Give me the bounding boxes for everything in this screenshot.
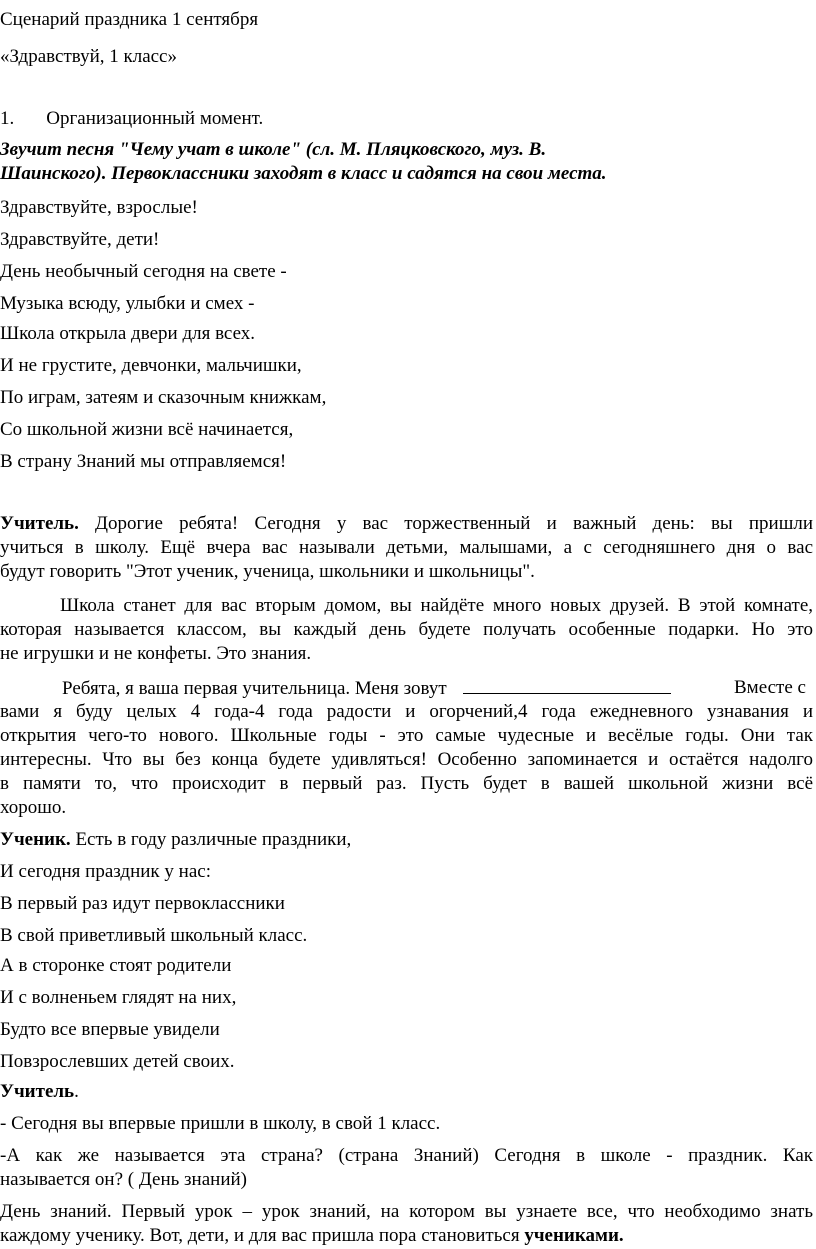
- student-line: [0, 828, 351, 852]
- poem-line: В первый раз идут первоклассники: [0, 893, 285, 914]
- poem-line: И сегодня праздник у нас:: [0, 861, 211, 882]
- paragraph-line: называется он? ( День знаний): [0, 1169, 247, 1190]
- paragraph-line: интересны. Что вы без конца будете удивляться! Особенно запоминается и остаётся надолго: [0, 749, 813, 770]
- paragraph-line: не игрушки и не конфеты. Это знания.: [0, 643, 312, 664]
- speaker-teacher: Учитель: [0, 1081, 75, 1102]
- name-blank: [463, 676, 671, 694]
- paragraph-text: Вместе с: [734, 677, 806, 698]
- speaker-teacher: Учитель.: [0, 513, 79, 534]
- speaker-student: Ученик.: [0, 829, 71, 850]
- paragraph-line: будут говорить "Этот ученик, ученица, школьники и школьницы".: [0, 561, 535, 582]
- paragraph-line: - Сегодня вы впервые пришли в школу, в свой 1 класс.: [0, 1113, 441, 1134]
- poem-line: Здравствуйте, взрослые!: [0, 197, 198, 218]
- paragraph-line: хорошо.: [0, 797, 67, 818]
- bold-word: учениками.: [524, 1225, 624, 1246]
- section-heading: [0, 107, 263, 131]
- paragraph-line: [0, 1224, 624, 1248]
- document-title: Сценарий праздника 1 сентября: [0, 9, 259, 30]
- teacher-paragraph-line: [0, 512, 813, 536]
- poem-line: А в сторонке стоят родители: [0, 955, 232, 976]
- poem-line: Повзрослевших детей своих.: [0, 1051, 235, 1072]
- poem-text: Есть в году различные праздники,: [75, 829, 352, 850]
- paragraph-line: которая называется классом, вы каждый день будете получать особенные подарки. Но это: [0, 619, 813, 640]
- paragraph-line: в памяти то, что происходит в первый раз. Пусть будет в вашей школьной жизни всё: [0, 773, 813, 794]
- poem-line: Музыка всюду, улыбки и смех -: [0, 293, 255, 314]
- paragraph-text: Дорогие ребята! Сегодня у вас торжественный и важный день: вы пришли: [95, 513, 814, 534]
- poem-line: В страну Знаний мы отправляемся!: [0, 451, 287, 472]
- poem-line: В свой приветливый школьный класс.: [0, 925, 308, 946]
- paragraph-line: учиться в школу. Ещё вчера вас называли детьми, малышами, а с сегодняшнего дня о вас: [0, 537, 813, 558]
- stage-direction-line: Шаинского). Первоклассники заходят в класс и садятся на свои места.: [0, 163, 607, 184]
- poem-line: Здравствуйте, дети!: [0, 229, 160, 250]
- paragraph-line: День знаний. Первый урок – урок знаний, на котором вы узнаете все, что необходимо знать: [0, 1201, 813, 1222]
- poem-line: Со школьной жизни всё начинается,: [0, 419, 294, 440]
- paragraph-text: каждому ученику. Вот, дети, и для вас пришла пора становиться: [0, 1225, 525, 1246]
- poem-line: День необычный сегодня на свете -: [0, 261, 287, 282]
- section-number: 1.: [0, 108, 15, 129]
- poem-line: И с волненьем глядят на них,: [0, 987, 237, 1008]
- poem-line: Будто все впервые увидели: [0, 1019, 220, 1040]
- paragraph-line: -А как же называется эта страна? (страна Знаний) Сегодня в школе - праздник. Как: [0, 1145, 813, 1166]
- speaker-line: [0, 1080, 79, 1104]
- paragraph-line: [62, 676, 671, 701]
- speaker-dot: .: [74, 1081, 79, 1102]
- paragraph-line: открытия чего-то нового. Школьные годы - это самые чудесные и весёлые годы. Они так: [0, 725, 813, 746]
- poem-line: И не грустите, девчонки, мальчишки,: [0, 355, 302, 376]
- section-label: Организационный момент.: [46, 108, 264, 129]
- paragraph-line: Школа станет для вас вторым домом, вы найдёте много новых друзей. В этой комнате,: [60, 595, 813, 616]
- document-subtitle: «Здравствуй, 1 класс»: [0, 46, 177, 67]
- stage-direction-line: Звучит песня "Чему учат в школе" (сл. М. Пляцковского, муз. В.: [0, 139, 547, 160]
- paragraph-line: вами я буду целых 4 года-4 года радости и огорчений,4 года ежедневного узнавания и: [0, 701, 813, 722]
- poem-line: По играм, затеям и сказочным книжкам,: [0, 387, 327, 408]
- poem-line: Школа открыла двери для всех.: [0, 323, 256, 344]
- paragraph-text: Ребята, я ваша первая учительница. Меня зовут: [62, 678, 447, 699]
